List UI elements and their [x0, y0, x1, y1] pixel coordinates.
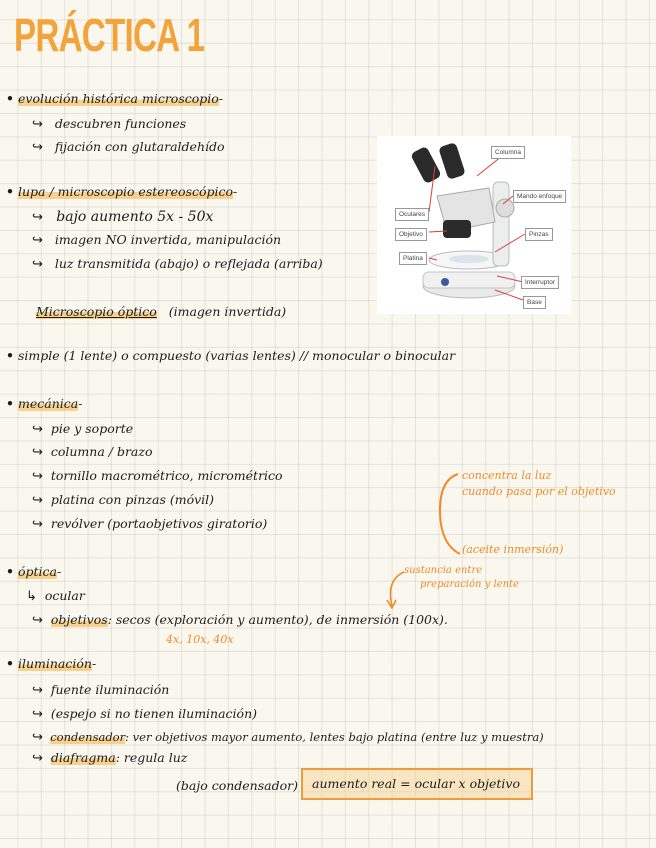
list-item: ↪ luz transmitida (abajo) o reflejada (arriba) — [32, 256, 323, 272]
list-item: ↪ (espejo si no tienen iluminación) — [32, 706, 257, 722]
arrow-icon: ↪ — [32, 517, 43, 532]
note-aceite: (aceite inmersión) — [462, 543, 564, 556]
arrow-icon: ↪ — [32, 422, 43, 437]
bullet-icon: • — [6, 184, 14, 199]
bullet-icon: • — [6, 656, 14, 671]
arrow-icon: ↪ — [32, 233, 43, 248]
list-item: ↪ columna / brazo — [32, 444, 153, 460]
figure-label: Interruptor — [521, 276, 559, 289]
optico-note: (imagen invertida) — [168, 304, 287, 319]
section-heading: óptica — [17, 564, 57, 579]
list-item: ↳ ocular — [26, 588, 85, 604]
section-optica: • óptica- — [6, 564, 62, 579]
list-item: ↪ pie y soporte — [32, 421, 134, 437]
section-mecanica: • mecánica- — [6, 396, 83, 411]
list-item-objetivos: ↪ objetivos: secos (exploración y aumento), de inmersión (100x). — [32, 612, 448, 628]
arrow-icon: ↪ — [32, 140, 43, 155]
list-item-diafragma: ↪ diafragma: regula luz — [32, 750, 188, 766]
arrow-icon: ↳ — [26, 589, 37, 604]
section-heading: lupa / microscopio estereoscópico — [17, 184, 234, 199]
arrow-icon: ↪ — [32, 493, 43, 508]
list-item-condensador: ↪ condensador: ver objetivos mayor aumento, lentes bajo platina (entre luz y muestra) — [32, 730, 544, 745]
arrow-icon: ↪ — [32, 210, 43, 225]
note-concentra-1: concentra la luz — [462, 469, 552, 482]
bullet-icon: • — [6, 396, 14, 411]
list-item: ↪ revólver (portaobjetivos giratorio) — [32, 516, 268, 532]
curved-arrow-icon — [380, 568, 410, 612]
figure-label: Base — [523, 296, 546, 309]
arrow-icon: ↪ — [32, 257, 43, 272]
arrow-icon: ↪ — [32, 445, 43, 460]
arrow-icon: ↪ — [32, 730, 43, 745]
arrow-icon: ↪ — [32, 683, 43, 698]
note-sustancia-1: sustancia entre — [404, 565, 483, 576]
objetivos-values: 4x, 10x, 40x — [166, 633, 234, 646]
note-sustancia-2: preparación y lente — [420, 579, 519, 590]
list-item: ↪ imagen NO invertida, manipulación — [32, 232, 282, 248]
arrow-icon: ↪ — [32, 117, 43, 132]
list-item: ↪ descubren funciones — [32, 116, 187, 132]
bullet-icon: • — [6, 348, 14, 363]
section-heading: evolución histórica microscopio — [17, 91, 219, 106]
figure-label: Oculares — [395, 208, 429, 221]
section-lupa: • lupa / microscopio estereoscópico- — [6, 184, 238, 199]
formula-text: aumento real = ocular x objetivo — [312, 776, 520, 791]
figure-label: Objetivo — [395, 228, 427, 241]
list-item: ↪ platina con pinzas (móvil) — [32, 492, 215, 508]
bullet-icon: • — [6, 564, 14, 579]
arrow-icon: ↪ — [32, 613, 43, 628]
page-title: PRÁCTICA 1 — [14, 9, 205, 61]
section-heading: mecánica — [17, 396, 79, 411]
arrow-icon: ↪ — [32, 469, 43, 484]
note-concentra-2: cuando pasa por el objetivo — [462, 485, 616, 498]
section-evolucion: • evolución histórica microscopio- — [6, 91, 224, 106]
list-item: ↪ tornillo macrométrico, micrométrico — [32, 468, 283, 484]
figure-label: Columna — [491, 146, 525, 159]
optico-heading: Microscopio óptico — [36, 304, 157, 319]
optico-heading-row — [36, 306, 286, 319]
section-iluminacion: • iluminación- — [6, 656, 97, 671]
arrow-icon: ↪ — [32, 751, 43, 766]
figure-label: Platina — [399, 252, 427, 265]
microscope-figure — [377, 136, 571, 314]
simple-line: • simple (1 lente) o compuesto (varias lentes) // monocular o binocular — [6, 348, 456, 363]
list-item: ↪ bajo aumento 5x - 50x — [32, 209, 214, 225]
figure-label: Mando enfoque — [513, 190, 566, 203]
section-heading: iluminación — [17, 656, 92, 671]
list-item: ↪ fijación con glutaraldehído — [32, 139, 225, 155]
figure-label: Pinzas — [525, 228, 553, 241]
list-item: ↪ fuente iluminación — [32, 682, 170, 698]
arrow-icon: ↪ — [32, 707, 43, 722]
diafragma-note: (bajo condensador) — [176, 778, 298, 793]
bullet-icon: • — [6, 91, 14, 106]
